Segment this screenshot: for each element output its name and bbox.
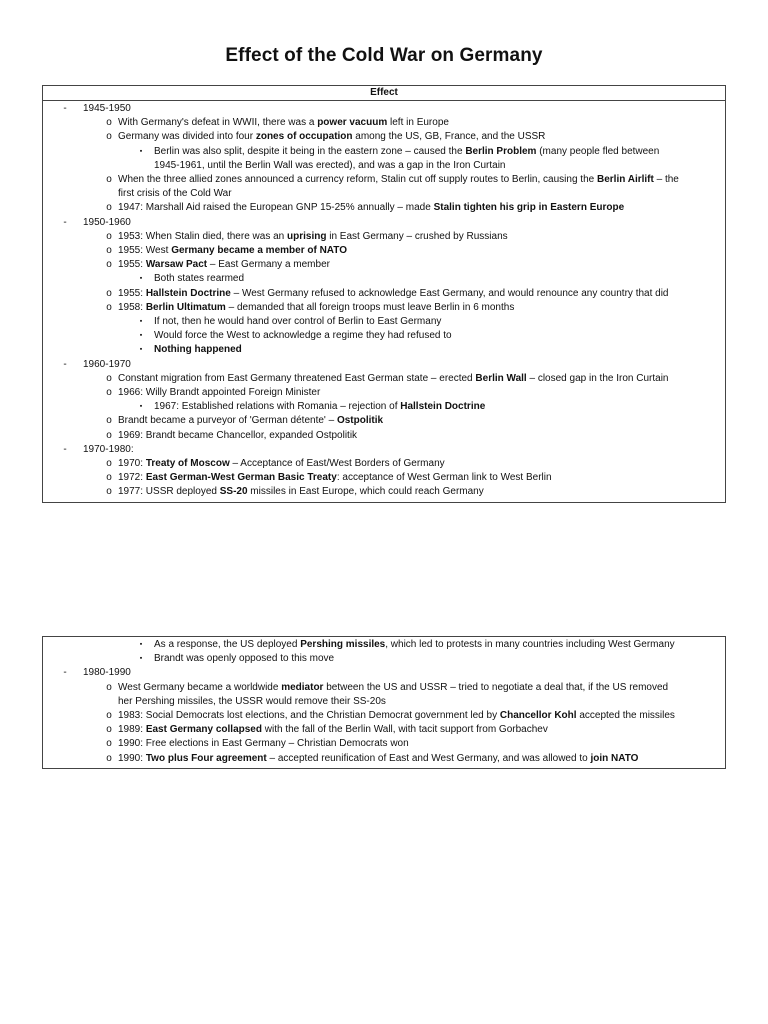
list-item-text bbox=[118, 709, 725, 723]
text-run: Brandt became a purveyor of 'German détente' – bbox=[118, 415, 337, 427]
list-item bbox=[43, 443, 725, 457]
list-item bbox=[43, 386, 725, 400]
list-item bbox=[43, 116, 725, 130]
circle-bullet: o bbox=[106, 429, 112, 441]
text-run: first crisis of the Cold War bbox=[118, 188, 232, 200]
list-item-text bbox=[83, 358, 725, 372]
bold-term: Berlin Problem bbox=[465, 145, 537, 157]
list-item-text bbox=[118, 737, 725, 751]
text-run: : acceptance of West German link to West Berlin bbox=[336, 472, 552, 484]
text-run: between the US and USSR – tried to negotiate a deal that, if the US removed bbox=[323, 681, 669, 693]
list-item bbox=[43, 681, 725, 695]
bold-term: East German-West German Basic Treaty bbox=[145, 472, 337, 484]
text-run: Brandt was openly opposed to this move bbox=[154, 653, 335, 665]
text-run: in East Germany – crushed by Russians bbox=[326, 230, 508, 242]
list-item-text bbox=[118, 752, 725, 766]
bold-term: Hallstein Doctrine bbox=[400, 401, 486, 413]
bold-term: Hallstein Doctrine bbox=[145, 287, 231, 299]
text-run: – West Germany refused to acknowledge East Germany, and would renounce any country that did bbox=[230, 287, 669, 299]
circle-bullet: o bbox=[106, 117, 112, 129]
text-run: – East Germany a member bbox=[207, 259, 330, 271]
list-item bbox=[43, 358, 725, 372]
text-run: 1958: bbox=[118, 301, 146, 313]
effects-table-continued bbox=[42, 636, 726, 769]
list-item-text bbox=[118, 201, 725, 215]
table-body bbox=[43, 101, 725, 502]
circle-bullet: o bbox=[106, 387, 112, 399]
text-run: 1970-1980: bbox=[83, 443, 134, 455]
list-item bbox=[43, 737, 725, 751]
list-item-text bbox=[118, 386, 725, 400]
bold-term: join NATO bbox=[590, 752, 639, 764]
list-item bbox=[43, 343, 725, 357]
circle-bullet: o bbox=[106, 415, 112, 427]
list-item-text bbox=[118, 187, 725, 201]
text-run: – accepted reunification of East and West Germany, and was allowed to bbox=[266, 752, 591, 764]
table-body bbox=[43, 637, 725, 768]
list-item-text bbox=[118, 287, 725, 301]
text-run: Would force the West to acknowledge a regime they had refused to bbox=[154, 330, 452, 342]
list-item-text bbox=[118, 681, 725, 695]
circle-bullet: o bbox=[106, 752, 112, 764]
list-item-text bbox=[83, 216, 725, 230]
text-run: among the US, GB, France, and the USSR bbox=[352, 131, 546, 143]
bold-term: Warsaw Pact bbox=[145, 259, 208, 271]
bold-term: zones of occupation bbox=[255, 131, 353, 143]
bold-term: Stalin tighten his grip in Eastern Europe bbox=[433, 202, 625, 214]
circle-bullet: o bbox=[106, 710, 112, 722]
text-run: – demanded that all foreign troops must leave Berlin in 6 months bbox=[225, 301, 515, 313]
circle-bullet: o bbox=[106, 259, 112, 271]
square-bullet: ▪ bbox=[139, 147, 143, 155]
list-item bbox=[43, 723, 725, 737]
bold-term: power vacuum bbox=[317, 117, 388, 129]
text-run: As a response, the US deployed bbox=[154, 639, 301, 650]
bold-term: Nothing happened bbox=[154, 344, 242, 356]
text-run: Constant migration from East Germany threatened East German state – erected bbox=[118, 372, 476, 384]
text-run: 1980-1990 bbox=[83, 667, 131, 679]
list-item-text bbox=[154, 145, 725, 159]
bold-term: Pershing missiles bbox=[300, 639, 386, 650]
text-run: Berlin was also split, despite it being in the eastern zone – caused the bbox=[154, 145, 466, 157]
list-item-text bbox=[118, 301, 725, 315]
bold-term: Chancellor Kohl bbox=[499, 710, 577, 722]
bold-term: Germany became a member of NATO bbox=[171, 245, 347, 257]
circle-bullet: o bbox=[106, 738, 112, 750]
text-run: 1989: bbox=[118, 724, 146, 736]
list-item-text bbox=[154, 329, 725, 343]
text-run: accepted the missiles bbox=[576, 710, 675, 722]
list-item bbox=[43, 187, 725, 201]
text-run: 1945-1961, until the Berlin Wall was erected), and was a gap in the Iron Curtain bbox=[154, 159, 506, 171]
list-item-text bbox=[154, 652, 725, 666]
list-item bbox=[43, 695, 725, 709]
bold-term: mediator bbox=[281, 681, 324, 693]
dash-bullet: - bbox=[63, 216, 67, 228]
text-run: – Acceptance of East/West Borders of Germany bbox=[229, 458, 445, 470]
text-run: 1960-1970 bbox=[83, 358, 131, 370]
list-item bbox=[43, 329, 725, 343]
dash-bullet: - bbox=[63, 667, 67, 679]
circle-bullet: o bbox=[106, 458, 112, 470]
list-item-text bbox=[154, 272, 725, 286]
text-run: (many people fled between bbox=[536, 145, 660, 157]
text-run: 1950-1960 bbox=[83, 216, 131, 228]
list-item bbox=[43, 173, 725, 187]
dash-bullet: - bbox=[63, 358, 67, 370]
list-item bbox=[43, 666, 725, 680]
list-item bbox=[43, 638, 725, 652]
list-item bbox=[43, 372, 725, 386]
square-bullet: ▪ bbox=[139, 318, 143, 326]
table-header-effect: Effect bbox=[43, 86, 725, 101]
list-item bbox=[43, 102, 725, 116]
list-item bbox=[43, 652, 725, 666]
list-item-text bbox=[154, 343, 725, 357]
circle-bullet: o bbox=[106, 724, 112, 736]
text-run: Both states rearmed bbox=[154, 273, 245, 285]
list-item-text bbox=[118, 695, 725, 709]
text-run: with the fall of the Berlin Wall, with tacit support from Gorbachev bbox=[261, 724, 548, 736]
bold-term: uprising bbox=[287, 230, 327, 242]
text-run: 1967: Established relations with Romania – rejection of bbox=[154, 401, 401, 413]
list-item bbox=[43, 301, 725, 315]
list-item-text bbox=[118, 173, 725, 187]
square-bullet: ▪ bbox=[139, 641, 143, 648]
text-run: 1945-1950 bbox=[83, 103, 131, 114]
text-run: 1953: When Stalin died, there was an bbox=[118, 230, 287, 242]
square-bullet: ▪ bbox=[139, 655, 143, 663]
circle-bullet: o bbox=[106, 472, 112, 484]
text-run: her Pershing missiles, the USSR would remove their SS-20s bbox=[118, 695, 386, 707]
list-item bbox=[43, 315, 725, 329]
list-item bbox=[43, 457, 725, 471]
circle-bullet: o bbox=[106, 230, 112, 242]
list-item-text bbox=[154, 315, 725, 329]
bold-term: Ostpolitik bbox=[336, 415, 384, 427]
list-item bbox=[43, 272, 725, 286]
dash-bullet: - bbox=[63, 443, 67, 455]
list-item-text bbox=[118, 723, 725, 737]
list-item bbox=[43, 287, 725, 301]
list-item-text bbox=[83, 666, 725, 680]
list-item-text bbox=[154, 159, 725, 173]
list-item-text bbox=[118, 130, 725, 144]
list-item bbox=[43, 709, 725, 723]
text-run: missiles in East Europe, which could reach Germany bbox=[247, 486, 484, 498]
text-run: West Germany became a worldwide bbox=[118, 681, 282, 693]
list-item-text bbox=[118, 485, 725, 499]
circle-bullet: o bbox=[106, 301, 112, 313]
list-item bbox=[43, 414, 725, 428]
text-run: 1955: West bbox=[118, 245, 172, 257]
text-run: 1990: bbox=[118, 752, 146, 764]
bold-term: Treaty of Moscow bbox=[145, 458, 230, 470]
dash-bullet: - bbox=[63, 103, 67, 114]
list-item bbox=[43, 145, 725, 159]
list-item bbox=[43, 159, 725, 173]
list-item-text bbox=[118, 116, 725, 130]
text-run: If not, then he would hand over control of Berlin to East Germany bbox=[154, 316, 442, 328]
text-run: 1977: USSR deployed bbox=[118, 486, 220, 498]
circle-bullet: o bbox=[106, 174, 112, 186]
text-run: 1955: bbox=[118, 287, 146, 299]
list-item-text bbox=[83, 102, 725, 116]
bold-term: Berlin Airlift bbox=[596, 174, 654, 186]
bold-term: Two plus Four agreement bbox=[145, 752, 267, 764]
list-item bbox=[43, 471, 725, 485]
list-item bbox=[43, 400, 725, 414]
list-item-text bbox=[83, 443, 725, 457]
list-item bbox=[43, 230, 725, 244]
list-item bbox=[43, 216, 725, 230]
list-item-text bbox=[154, 400, 725, 414]
square-bullet: ▪ bbox=[139, 332, 143, 340]
list-item bbox=[43, 201, 725, 215]
text-run: 1983: Social Democrats lost elections, and the Christian Democrat government led by bbox=[118, 710, 500, 722]
circle-bullet: o bbox=[106, 287, 112, 299]
list-item-text bbox=[118, 457, 725, 471]
text-run: – the bbox=[653, 174, 679, 186]
text-run: With Germany's defeat in WWII, there was a bbox=[118, 117, 318, 129]
circle-bullet: o bbox=[106, 486, 112, 498]
bold-term: Berlin Wall bbox=[475, 372, 527, 384]
circle-bullet: o bbox=[106, 372, 112, 384]
circle-bullet: o bbox=[106, 131, 112, 143]
list-item bbox=[43, 258, 725, 272]
list-item-text bbox=[154, 638, 725, 652]
bold-term: Berlin Ultimatum bbox=[145, 301, 226, 313]
text-run: 1955: bbox=[118, 259, 146, 271]
list-item bbox=[43, 752, 725, 766]
text-run: When the three allied zones announced a currency reform, Stalin cut off supply routes to Berlin, causing the bbox=[118, 174, 597, 186]
text-run: left in Europe bbox=[387, 117, 449, 129]
bold-term: SS-20 bbox=[219, 486, 248, 498]
effects-table bbox=[42, 85, 726, 503]
text-run: – closed gap in the Iron Curtain bbox=[526, 372, 669, 384]
text-run: 1966: Willy Brandt appointed Foreign Minister bbox=[118, 387, 321, 399]
list-item bbox=[43, 485, 725, 499]
square-bullet: ▪ bbox=[139, 403, 143, 411]
text-run: 1969: Brandt became Chancellor, expanded Ostpolitik bbox=[118, 429, 358, 441]
text-run: Germany was divided into four bbox=[118, 131, 256, 143]
text-run: , which led to protests in many countries including West Germany bbox=[385, 639, 675, 650]
list-item-text bbox=[118, 230, 725, 244]
list-item-text bbox=[118, 429, 725, 443]
circle-bullet: o bbox=[106, 245, 112, 257]
list-item bbox=[43, 429, 725, 443]
list-item bbox=[43, 244, 725, 258]
square-bullet: ▪ bbox=[139, 275, 143, 283]
bold-term: East Germany collapsed bbox=[145, 724, 262, 736]
text-run: 1947: Marshall Aid raised the European GNP 15-25% annually – made bbox=[118, 202, 434, 214]
list-item-text bbox=[118, 258, 725, 272]
list-item-text bbox=[118, 244, 725, 258]
list-item-text bbox=[118, 372, 725, 386]
list-item-text bbox=[118, 414, 725, 428]
text-run: 1970: bbox=[118, 458, 146, 470]
circle-bullet: o bbox=[106, 202, 112, 214]
list-item-text bbox=[118, 471, 725, 485]
square-bullet: ▪ bbox=[139, 346, 143, 354]
circle-bullet: o bbox=[106, 681, 112, 693]
text-run: 1972: bbox=[118, 472, 146, 484]
list-item bbox=[43, 130, 725, 144]
text-run: 1990: Free elections in East Germany – Christian Democrats won bbox=[118, 738, 409, 750]
page-title: Effect of the Cold War on Germany bbox=[225, 45, 543, 66]
